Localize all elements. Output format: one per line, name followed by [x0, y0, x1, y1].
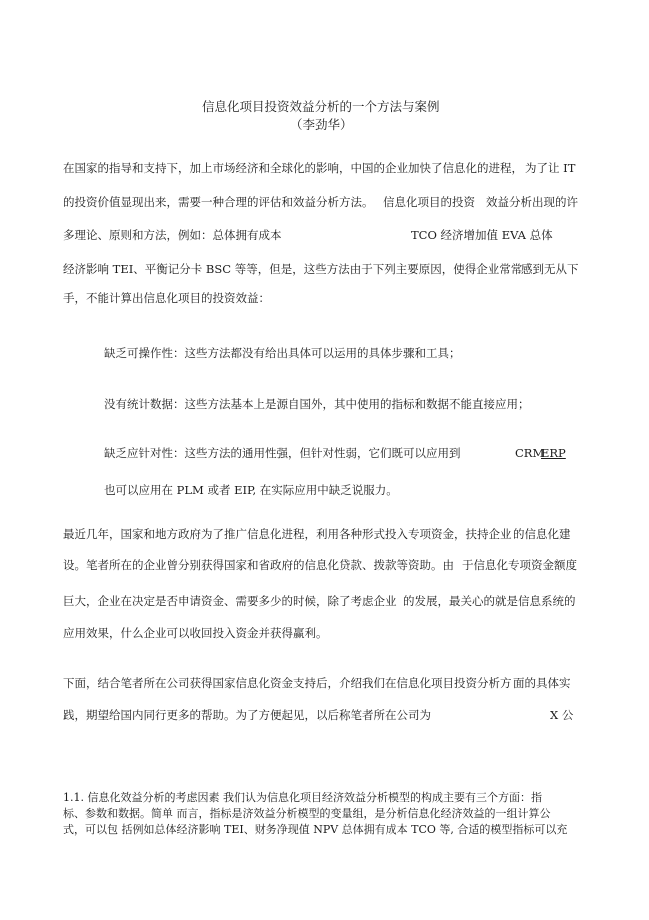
para1-line3a: 多理论、原则和方法，例如：总体拥有成本: [63, 228, 282, 242]
para1-line1: 在国家的指导和支持下，加上市场经济和全球化的影响，中国的企业加快了信息化的进程，: [63, 161, 523, 175]
para1-line5: 手，不能计算出信息化项目的投资效益：: [63, 291, 270, 305]
bullet-crm: CRM: [515, 446, 545, 460]
para2-line3b: 的发展，最关心的就是信息系统的: [403, 594, 576, 608]
para1-line4b: 感到无从下: [521, 262, 579, 276]
bullet-statistics: 没有统计数据：这些方法基本上是源自国外，其中使用的指标和数据不能直接应用；: [104, 397, 530, 411]
section-1-1-line1: 1.1. 信息化效益分析的考虑因素 我们认为信息化项目经济效益分析模型的构成主要有三个方面：指: [63, 791, 542, 804]
para1-line3b: TCO 经济增加值 EVA 总体: [411, 228, 553, 242]
para1-line1b: 为了让 IT: [525, 161, 576, 175]
para1-line2: 的投资价值显现出来，需要一种合理的评估和效益分析方法。: [63, 195, 374, 209]
bullet-operability: 缺乏可操作性：这些方法都没有给出具体可以运用的具体步骤和工具；: [104, 346, 461, 360]
bullet-pertinence-cont: 也可以应用在 PLM 或者 EIP, 在实际应用中缺乏说服力。: [104, 483, 398, 497]
para3-line1: 下面，结合笔者所在公司获得国家信息化资金支持后，介绍我们在信息化项目投资分析方: [63, 676, 512, 690]
doc-author: （李劲华）: [290, 117, 353, 132]
para2-line2: 设。笔者所在的企业曾分别获得国家和省政府的信息化贷款、拨款等资助。由: [63, 558, 454, 572]
bullet-erp-link[interactable]: ERP: [541, 446, 566, 460]
doc-title: 信息化项目投资效益分析的一个方法与案例: [202, 99, 440, 114]
section-1-1-line3: 式，可以包 括例如总体经济影响 TEI、财务净现值 NPV 总体拥有成本 TCO 等, 合适的模型指标可以充: [63, 823, 568, 836]
para2-line1: 最近几年，国家和地方政府为了推广信息化进程，利用各种形式投入专项资金，扶持企业: [63, 527, 512, 541]
section-1-1-line2: 标、参数和数据。简单 而言，指标是济效益分析模型的变量组，是分析信息化经济效益的一组计算公: [63, 807, 551, 820]
para2-line4: 应用效果，什么企业可以收回投入资金并获得赢利。: [63, 626, 328, 640]
para2-line1b: 的信息化建: [513, 527, 571, 541]
para3-line1b: 面的具体实: [513, 676, 571, 690]
para2-line2b: 于信息化专项资金额度: [462, 558, 577, 572]
para3-line2: 践，期望给国内同行更多的帮助。为了方便起见，以后称笔者所在公司为: [63, 708, 431, 722]
bullet-pertinence: 缺乏应针对性：这些方法的通用性强，但针对性弱，它们既可以应用到: [104, 446, 461, 460]
para3-line2b: X 公: [550, 708, 574, 722]
para1-line2c: 效益分析出现的许: [486, 195, 578, 209]
para1-line4: 经济影响 TEI、平衡记分卡 BSC 等等，但是，这些方法由于下列主要原因，使得企业常常: [63, 262, 523, 276]
para1-line2b: 信息化项目的投资: [383, 195, 475, 209]
para2-line3: 巨大，企业在决定是否申请资金、需要多少的时候，除了考虑企业: [63, 594, 397, 608]
